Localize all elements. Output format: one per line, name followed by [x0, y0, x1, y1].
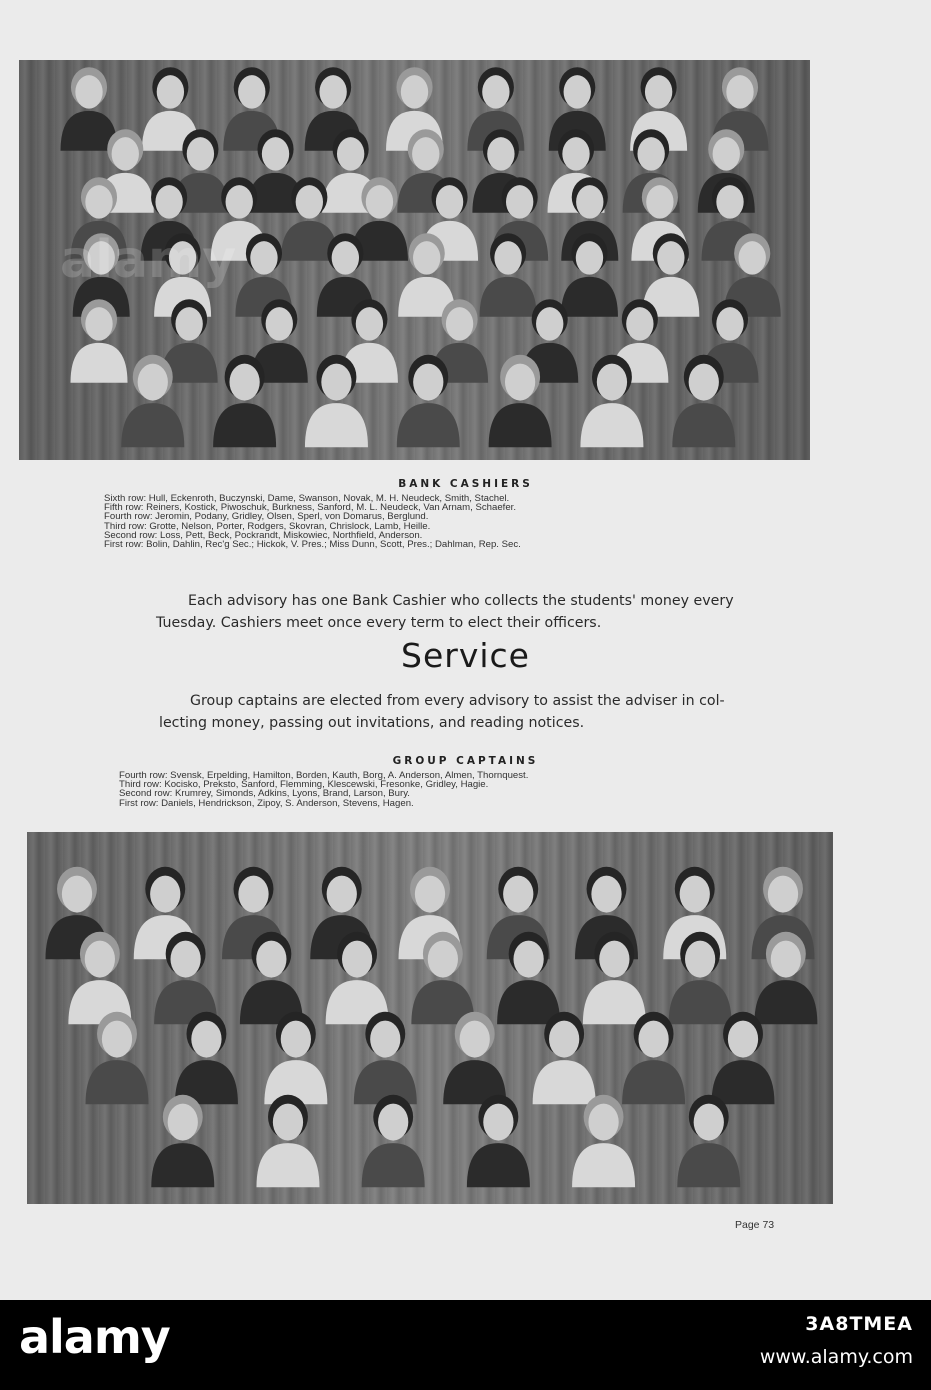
person-face	[694, 1104, 724, 1141]
person-face	[483, 1104, 513, 1141]
bank-cashiers-title: BANK CASHIERS	[398, 478, 533, 490]
group-captains-row: First row: Daniels, Hendrickson, Zipoy, S. Anderson, Stevens, Hagen.	[119, 797, 414, 809]
person-face	[229, 364, 259, 401]
service-paragraph-line2: lecting money, passing out invitations, and reading notices.	[159, 715, 585, 731]
person-face	[168, 1104, 198, 1141]
person-face	[226, 185, 253, 218]
person-face	[436, 185, 463, 218]
person-face	[337, 137, 364, 170]
person-face	[768, 876, 798, 913]
bank-cashiers-paragraph-line1: Each advisory has one Bank Cashier who collects the students' money every	[188, 593, 734, 609]
bank-cashiers-row: Sixth row: Hull, Eckenroth, Buczynski, Dame, Swanson, Novak, M. H. Neudeck, Smith, Stachel.	[104, 493, 510, 504]
person-face	[562, 137, 589, 170]
person-face	[413, 364, 443, 401]
person-face	[576, 241, 603, 274]
person-face	[494, 241, 521, 274]
person-face	[170, 941, 200, 978]
person-face	[175, 307, 202, 340]
person-face	[564, 75, 591, 108]
group-captains-rows	[119, 771, 528, 808]
group-captains-photo-rendering	[27, 832, 833, 1204]
person-face	[157, 75, 184, 108]
person-face	[646, 185, 673, 218]
person-face	[273, 1104, 303, 1141]
group-captains-row: Second row: Krumrey, Simonds, Adkins, Lyons, Brand, Larson, Bury.	[119, 788, 410, 800]
person-face	[482, 75, 509, 108]
person-face	[503, 876, 533, 913]
person-face	[238, 75, 265, 108]
person-face	[599, 941, 629, 978]
person-face	[739, 241, 766, 274]
person-face	[487, 137, 514, 170]
service-paragraph-line1: Group captains are elected from every advisory to assist the adviser in col-	[190, 693, 725, 709]
person-face	[150, 876, 180, 913]
person-face	[415, 876, 445, 913]
person-face	[771, 941, 801, 978]
group-captains-group-photo	[27, 832, 833, 1204]
bank-cashiers-paragraph-line2: Tuesday. Cashiers meet once every term to elect their officers.	[156, 615, 602, 631]
person-face	[460, 1021, 490, 1058]
person-face	[296, 185, 323, 218]
person-face	[138, 364, 168, 401]
person-face	[155, 185, 182, 218]
banner-url: www.alamy.com	[759, 1346, 913, 1368]
person-face	[238, 876, 268, 913]
person-face	[191, 1021, 221, 1058]
person-face	[321, 364, 351, 401]
person-face	[576, 185, 603, 218]
person-face	[319, 75, 346, 108]
person-face	[588, 1104, 618, 1141]
person-face	[112, 137, 139, 170]
person-face	[366, 185, 393, 218]
person-face	[85, 307, 112, 340]
person-face	[716, 185, 743, 218]
person-face	[597, 364, 627, 401]
person-face	[378, 1104, 408, 1141]
person-face	[505, 364, 535, 401]
person-face	[342, 941, 372, 978]
person-face	[412, 137, 439, 170]
person-face	[370, 1021, 400, 1058]
person-face	[401, 75, 428, 108]
person-face	[85, 941, 115, 978]
person-face	[85, 185, 112, 218]
person-face	[413, 241, 440, 274]
group-captains-row: Fourth row: Svensk, Erpelding, Hamilton, Borden, Kauth, Borg, A. Anderson, Almen, Thornquest.	[119, 770, 529, 781]
person-face	[657, 241, 684, 274]
person-face	[716, 307, 743, 340]
person-face	[262, 137, 289, 170]
person-face	[637, 137, 664, 170]
person-face	[250, 241, 277, 274]
bank-cashiers-row: Fourth row: Jeromin, Podany, Gridley, Olsen, Sperl, von Domarus, Berglund.	[104, 511, 429, 523]
person-face	[332, 241, 359, 274]
person-face	[428, 941, 458, 978]
person-face	[327, 876, 357, 913]
bank-cashiers-row: Fifth row: Reiners, Kostick, Piwoschuk, Burkness, Sanford, M. L. Neudeck, Van Arnam, Schaefer.	[104, 502, 516, 514]
person-face	[645, 75, 672, 108]
group-captains-row: Third row: Kocisko, Preksto, Sanford, Flemming, Klescewski, Fresonke, Gridley, Hagie.	[119, 779, 489, 791]
person-face	[713, 137, 740, 170]
person-face	[685, 941, 715, 978]
person-face	[75, 75, 102, 108]
person-face	[256, 941, 286, 978]
person-face	[356, 307, 383, 340]
person-face	[549, 1021, 579, 1058]
group-captains-title: GROUP CAPTAINS	[392, 755, 539, 767]
person-face	[446, 307, 473, 340]
person-face	[626, 307, 653, 340]
service-heading: Service	[401, 636, 530, 675]
page-number: Page 73	[735, 1219, 775, 1231]
bank-cashiers-row: Third row: Grotte, Nelson, Porter, Rodgers, Skovran, Chrislock, Lamb, Heille.	[104, 520, 431, 532]
bank-cashiers-row: First row: Bolin, Dahlin, Rec'g Sec.; Hickok, V. Pres.; Miss Dunn, Scott, Pres.; Dahlman, Rep. Sec.	[104, 539, 521, 551]
person-face	[536, 307, 563, 340]
person-face	[266, 307, 293, 340]
person-face	[281, 1021, 311, 1058]
person-face	[513, 941, 543, 978]
person-face	[591, 876, 621, 913]
person-face	[102, 1021, 132, 1058]
person-face	[689, 364, 719, 401]
watermark-text: alamy	[60, 230, 237, 290]
bank-cashiers-rows	[104, 494, 521, 549]
person-face	[506, 185, 533, 218]
person-face	[187, 137, 214, 170]
banner-image-id: 3A8TMEA	[805, 1313, 913, 1335]
person-face	[638, 1021, 668, 1058]
person-face	[62, 876, 92, 913]
banner-logo: alamy	[19, 1310, 170, 1364]
person-face	[726, 75, 753, 108]
person-face	[728, 1021, 758, 1058]
person-face	[680, 876, 710, 913]
bank-cashiers-row: Second row: Loss, Pett, Beck, Pockrandt, Miskowiec, Northfield, Anderson.	[104, 529, 423, 541]
